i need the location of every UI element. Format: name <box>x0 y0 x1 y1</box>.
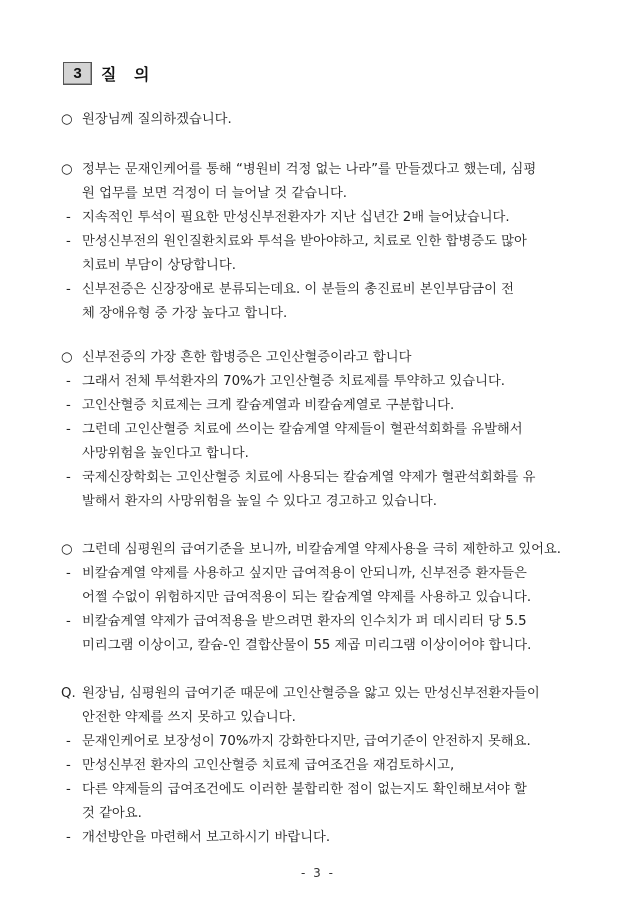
question-marker: Q. <box>61 686 76 701</box>
text-line-dash <box>0 397 636 415</box>
line-text: 정부는 문재인케어를 통해 “병원비 걱정 없는 나라”를 만들겠다고 했는데, 심평 <box>82 162 537 177</box>
text-line-dash <box>0 613 636 631</box>
text-line-dash <box>0 829 636 847</box>
dash-bullet-icon: - <box>66 398 71 413</box>
circle-bullet-icon: ○ <box>61 162 73 177</box>
line-text: 치료비 부담이 상당합니다. <box>82 258 236 273</box>
line-text: 발해서 환자의 사망위험을 높일 수 있다고 경고하고 있습니다. <box>82 494 437 509</box>
dash-bullet-icon: - <box>66 758 71 773</box>
line-text: 어쩔 수없이 위험하지만 급여적용이 되는 칼슘계열 약제를 사용하고 있습니다. <box>82 590 532 605</box>
text-line-dash <box>0 421 636 439</box>
dash-bullet-icon: - <box>66 422 71 437</box>
line-text: 만성신부전의 원인질환치료와 투석을 받아야하고, 치료로 인한 합병증도 많아 <box>82 234 527 249</box>
line-text: 그래서 전체 투석환자의 70%가 고인산혈증 치료제를 투약하고 있습니다. <box>82 374 506 389</box>
line-text: 미리그램 이상이고, 칼슘-인 결합산물이 55 제곱 미리그램 이상이어야 합니다. <box>82 638 532 653</box>
circle-bullet-icon: ○ <box>61 350 73 365</box>
line-text: 다른 약제들의 급여조건에도 이러한 불합리한 점이 없는지도 확인해보셔야 할 <box>82 782 527 797</box>
dash-bullet-icon: - <box>66 234 71 249</box>
dash-bullet-icon: - <box>66 614 71 629</box>
line-text: 원장님께 질의하겠습니다. <box>82 112 232 127</box>
text-line-dash <box>0 373 636 391</box>
text-line-dash <box>0 733 636 751</box>
page-number: - 3 - <box>301 866 335 880</box>
line-text: 신부전증의 가장 흔한 합병증은 고인산혈증이라고 합니다 <box>82 350 412 365</box>
line-text: 것 같아요. <box>82 806 142 821</box>
text-line-dash <box>0 757 636 775</box>
section-heading <box>63 62 155 85</box>
text-line-continuation <box>0 637 636 655</box>
line-text: 신부전증은 신장장애로 분류되는데요. 이 분들의 총진료비 본인부담금이 전 <box>82 282 515 297</box>
text-line-continuation <box>0 445 636 463</box>
dash-bullet-icon: - <box>66 282 71 297</box>
dash-bullet-icon: - <box>66 782 71 797</box>
circle-bullet-icon: ○ <box>61 112 73 127</box>
line-text: 고인산혈증 치료제는 크게 칼슘계열과 비칼슘계열로 구분합니다. <box>82 398 455 413</box>
line-text: 그런데 고인산혈증 치료에 쓰이는 칼슘계열 약제들이 혈관석회화를 유발해서 <box>82 422 523 437</box>
line-text: 국제신장학회는 고인산혈증 치료에 사용되는 칼슘계열 약제가 혈관석회화를 유 <box>82 470 536 485</box>
text-line-circle <box>0 111 636 129</box>
section-number-box: 3 <box>63 62 92 85</box>
dash-bullet-icon: - <box>66 734 71 749</box>
text-line-dash <box>0 565 636 583</box>
text-line-circle <box>0 161 636 179</box>
text-line-q <box>0 685 636 703</box>
text-line-circle <box>0 541 636 559</box>
line-text: 그런데 심평원의 급여기준을 보니까, 비칼슘계열 약제사용을 극히 제한하고 있어요. <box>82 542 561 557</box>
line-text: 원장님, 심평원의 급여기준 때문에 고인산혈증을 앓고 있는 만성신부전환자들이 <box>82 686 540 701</box>
circle-bullet-icon: ○ <box>61 542 73 557</box>
dash-bullet-icon: - <box>66 210 71 225</box>
text-line-continuation <box>0 493 636 511</box>
line-text: 문재인케어로 보장성이 70%까지 강화한다지만, 급여기준이 안전하지 못해요. <box>82 734 531 749</box>
text-line-dash <box>0 781 636 799</box>
text-line-continuation <box>0 257 636 275</box>
text-line-continuation <box>0 709 636 727</box>
text-line-continuation <box>0 589 636 607</box>
dash-bullet-icon: - <box>66 566 71 581</box>
text-line-circle <box>0 349 636 367</box>
text-line-dash <box>0 469 636 487</box>
line-text: 안전한 약제를 쓰지 못하고 있습니다. <box>82 710 296 725</box>
text-line-dash <box>0 233 636 251</box>
text-line-dash <box>0 281 636 299</box>
dash-bullet-icon: - <box>66 470 71 485</box>
dash-bullet-icon: - <box>66 374 71 389</box>
text-line-continuation <box>0 185 636 203</box>
line-text: 비칼슘계열 약제를 사용하고 싶지만 급여적용이 안되니까, 신부전증 환자들은 <box>82 566 527 581</box>
text-line-continuation <box>0 805 636 823</box>
line-text: 비칼슘계열 약제가 급여적용을 받으려면 환자의 인수치가 퍼 데시리터 당 5.5 <box>82 614 527 629</box>
line-text: 원 업무를 보면 걱정이 더 늘어날 것 같습니다. <box>82 186 348 201</box>
line-text: 사망위험을 높인다고 합니다. <box>82 446 249 461</box>
line-text: 개선방안을 마련해서 보고하시기 바랍니다. <box>82 830 331 845</box>
line-text: 체 장애유형 중 가장 높다고 합니다. <box>82 306 288 321</box>
text-line-continuation <box>0 305 636 323</box>
text-line-dash <box>0 209 636 227</box>
line-text: 지속적인 투석이 필요한 만성신부전환자가 지난 십년간 2배 늘어났습니다. <box>82 210 510 225</box>
section-title: 질 의 <box>101 65 156 84</box>
dash-bullet-icon: - <box>66 830 71 845</box>
line-text: 만성신부전 환자의 고인산혈증 치료제 급여조건을 재검토하시고, <box>82 758 455 773</box>
